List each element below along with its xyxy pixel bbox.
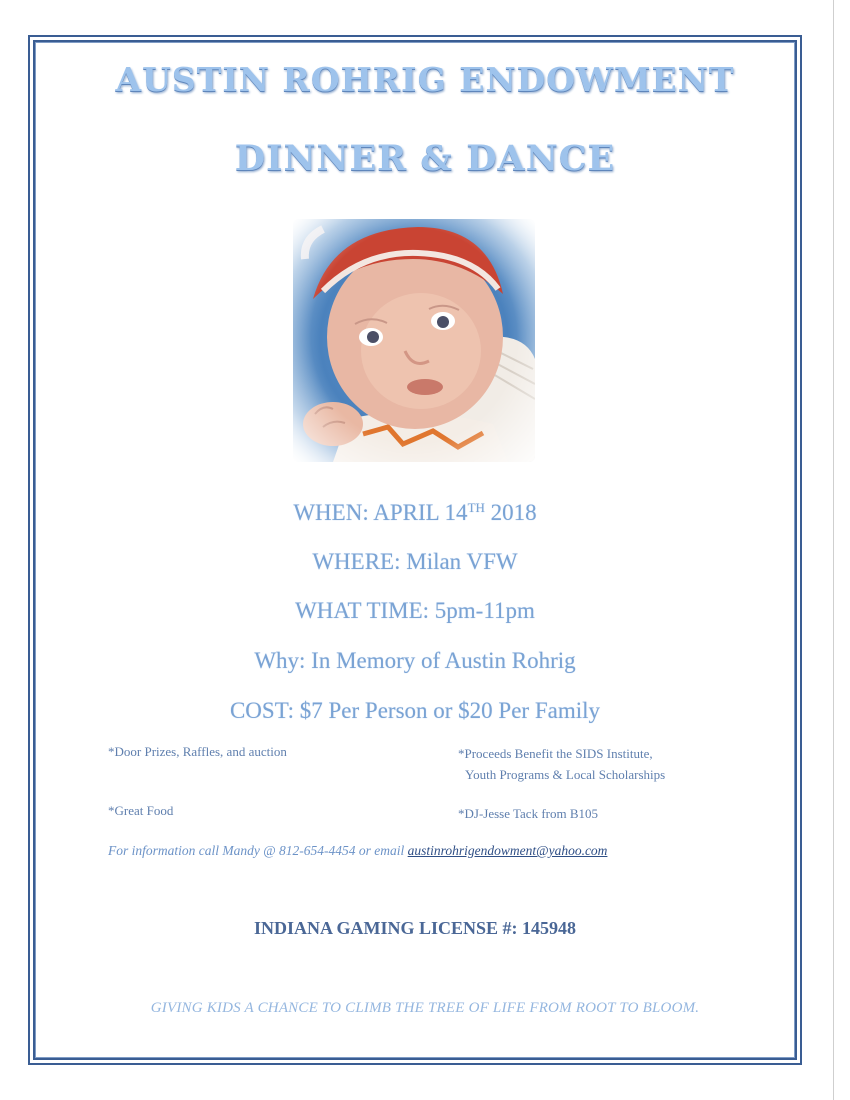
baby-illustration xyxy=(293,219,535,462)
why-line: Why: In Memory of Austin Rohrig xyxy=(254,648,576,673)
when-label: WHEN: xyxy=(293,500,369,525)
where-line: WHERE: Milan VFW xyxy=(312,549,518,574)
proceeds-note-line2: Youth Programs & Local Scholarships xyxy=(465,767,666,782)
title-line-2: DINNER & DANCE xyxy=(234,138,616,179)
dj-note: *DJ-Jesse Tack from B105 xyxy=(458,806,599,821)
when-date: APRIL 14 xyxy=(373,500,468,525)
when-date-suffix: TH xyxy=(467,500,485,515)
food-note: *Great Food xyxy=(108,803,174,818)
title-line-1: AUSTIN ROHRIG ENDOWMENT xyxy=(115,60,735,99)
when-year: 2018 xyxy=(490,500,537,525)
contact-text: For information call Mandy @ 812-654-4454 or email xyxy=(108,843,408,858)
contact-email-link[interactable]: austinrohrigendowment@yahoo.com xyxy=(407,843,608,858)
motto: GIVING KIDS A CHANCE TO CLIMB THE TREE OF LIFE FROM ROOT TO BLOOM. xyxy=(150,1000,700,1016)
baby-photo xyxy=(293,219,535,462)
when-line xyxy=(0,500,830,526)
proceeds-note-line1: *Proceeds Benefit the SIDS Institute, xyxy=(458,746,653,761)
time-line: WHAT TIME: 5pm-11pm xyxy=(295,598,535,623)
contact-line xyxy=(108,843,607,859)
cost-line: COST: $7 Per Person or $20 Per Family xyxy=(229,698,601,723)
gaming-license: INDIANA GAMING LICENSE #: 145948 xyxy=(253,918,577,938)
door-prizes-note: *Door Prizes, Raffles, and auction xyxy=(108,744,287,759)
